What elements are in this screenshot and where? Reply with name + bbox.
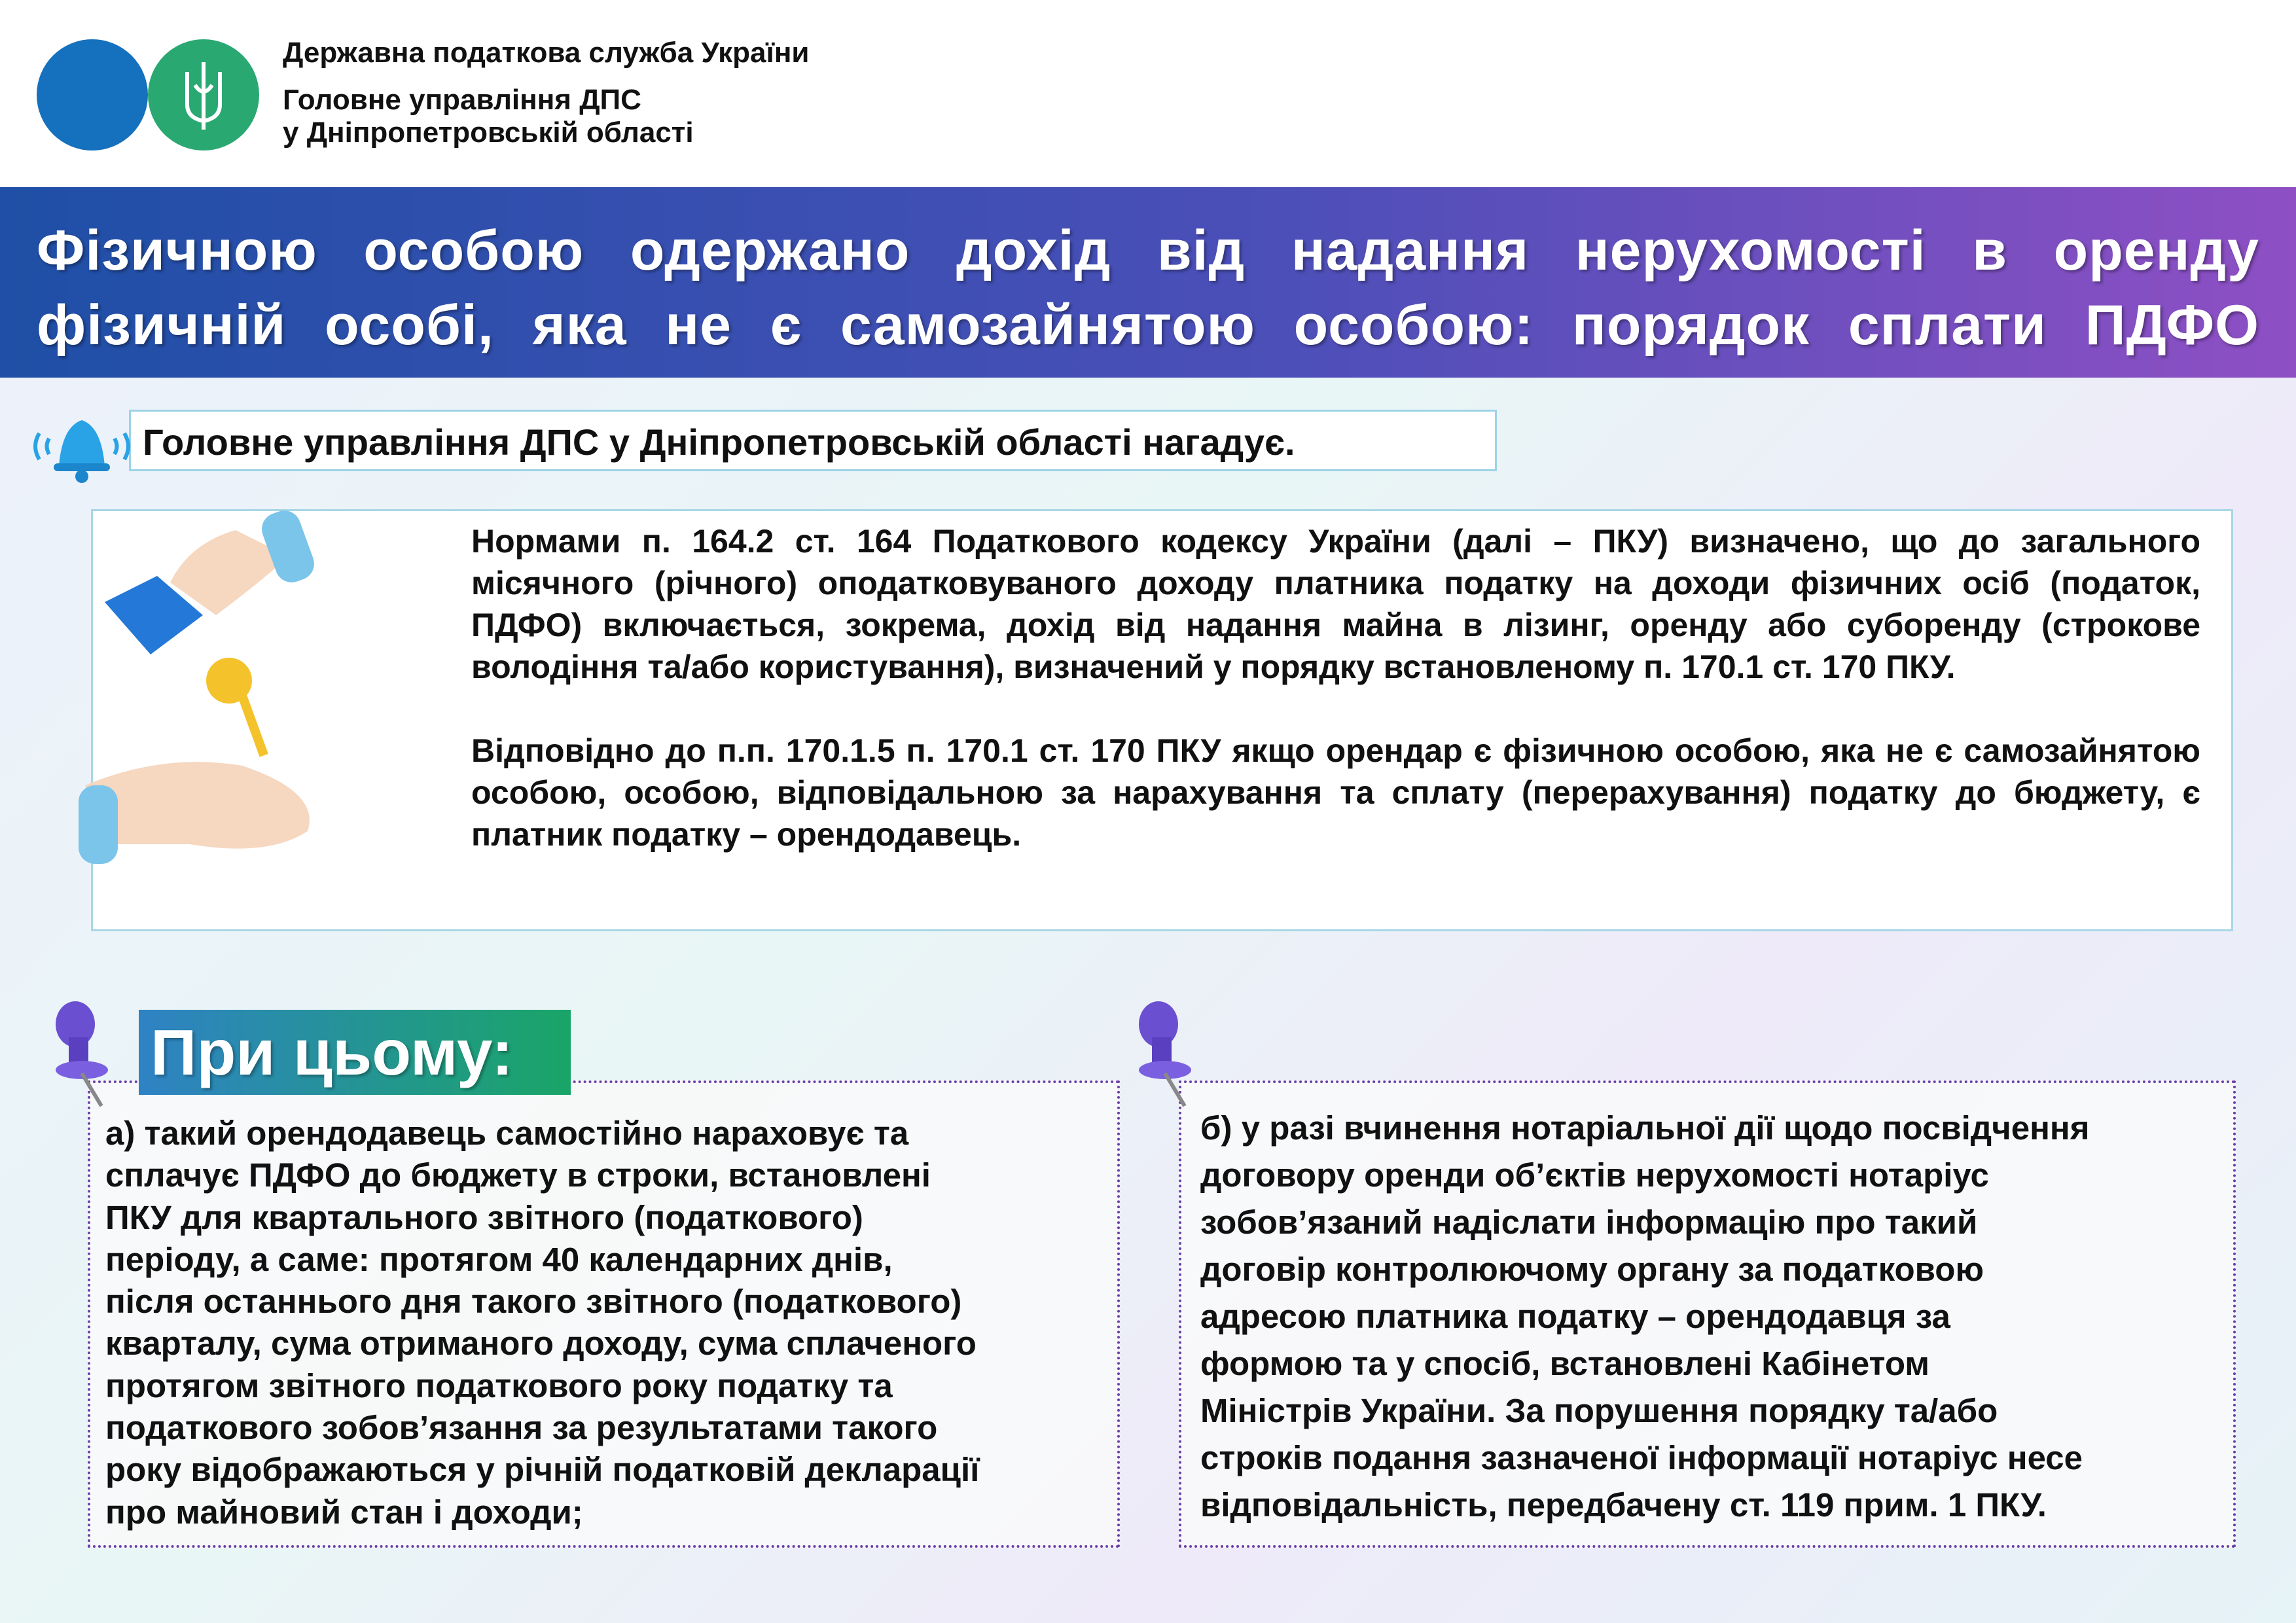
org-branch-line1: Головне управління ДПС xyxy=(283,84,641,116)
text-line: ПКУ для квартального звітного (податкового) xyxy=(105,1198,863,1236)
text-line: адресою платника податку – орендодавця за xyxy=(1200,1298,1950,1335)
text-line: відповідальність, передбачену ст. 119 прим. 1 ПКУ. xyxy=(1200,1486,2047,1524)
title-line: фізичній особі, яка не є самозайнятою особою: порядок сплати ПДФО xyxy=(37,294,2259,357)
text-line: після останнього дня такого звітного (податкового) xyxy=(105,1283,962,1321)
text-line: Міністрів України. За порушення порядку та/або xyxy=(1200,1392,1998,1429)
text-line: про майновий стан і доходи; xyxy=(105,1493,583,1531)
pushpin-icon xyxy=(39,998,124,1109)
org-name: Державна податкова служба України xyxy=(283,37,810,69)
text-line: а) такий орендодавець самостійно нараховує та xyxy=(105,1115,909,1152)
info-paragraph: Нормами п. 164.2 ст. 164 Податкового кодексу України (далі – ПКУ) визначено, що до загального місячного (річного) оподатковуваного доходу платника податку на доходи фізичних осіб (податок, ПДФО) включається, зокрема, дохід від надання майна в лізинг, оренду або суборенду (строкове володіння та/або користування), визначений у порядку встановленому п. 170.1 ст. 170 ПКУ. xyxy=(471,523,2200,685)
text-line: договору оренди об’єктів нерухомості нотаріус xyxy=(1200,1156,1989,1194)
logo-blue-circle xyxy=(37,39,148,151)
text-line: зобов’язаний надіслати інформацію про такий xyxy=(1200,1204,1978,1241)
hands-key-illustration xyxy=(72,504,347,910)
section-title: При цьому: xyxy=(139,1010,571,1095)
reminder-text: Головне управління ДПС у Дніпропетровській області нагадує. xyxy=(129,410,1497,471)
text-line: кварталу, сума отриманого доходу, сума сплаченого xyxy=(105,1325,977,1363)
text-line: договір контролюючому органу за податковою xyxy=(1200,1251,1984,1288)
text-line: формою та у спосіб, встановлені Кабінетом xyxy=(1200,1345,1930,1382)
text-line: періоду, а саме: протягом 40 календарних днів, xyxy=(105,1240,893,1278)
text-line: податкового зобов’язання за результатами такого xyxy=(105,1409,938,1447)
text-line: протягом звітного податкового року податку та xyxy=(105,1366,893,1404)
org-branch-line2: у Дніпропетровській області xyxy=(283,116,694,149)
text-line: б) у разі вчинення нотаріальної дії щодо посвідчення xyxy=(1200,1109,2090,1147)
page-title xyxy=(0,187,2296,378)
text-line: строків подання зазначеної інформації нотаріус несе xyxy=(1200,1439,2083,1476)
title-line: Фізичною особою одержано дохід від надання нерухомості в оренду xyxy=(37,219,2259,282)
note-b-text xyxy=(1200,1105,2090,1529)
info-paragraph: Відповідно до п.п. 170.1.5 п. 170.1 ст. 170 ПКУ якщо орендар є фізичною особою, яка не є самозайнятою особою, особою, відповідальною за нарахування та сплату (перерахування) податку до бюджету, є платник податку – орендодавець. xyxy=(471,732,2200,853)
text-line: сплачує ПДФО до бюджету в строки, встановлені xyxy=(105,1156,931,1194)
pushpin-icon xyxy=(1122,998,1208,1109)
bell-icon xyxy=(26,401,137,486)
note-a-text xyxy=(105,1113,980,1533)
info-text xyxy=(471,520,2200,897)
text-line: року відображаються у річній податковій декларації xyxy=(105,1451,980,1489)
trident-icon xyxy=(148,39,259,151)
